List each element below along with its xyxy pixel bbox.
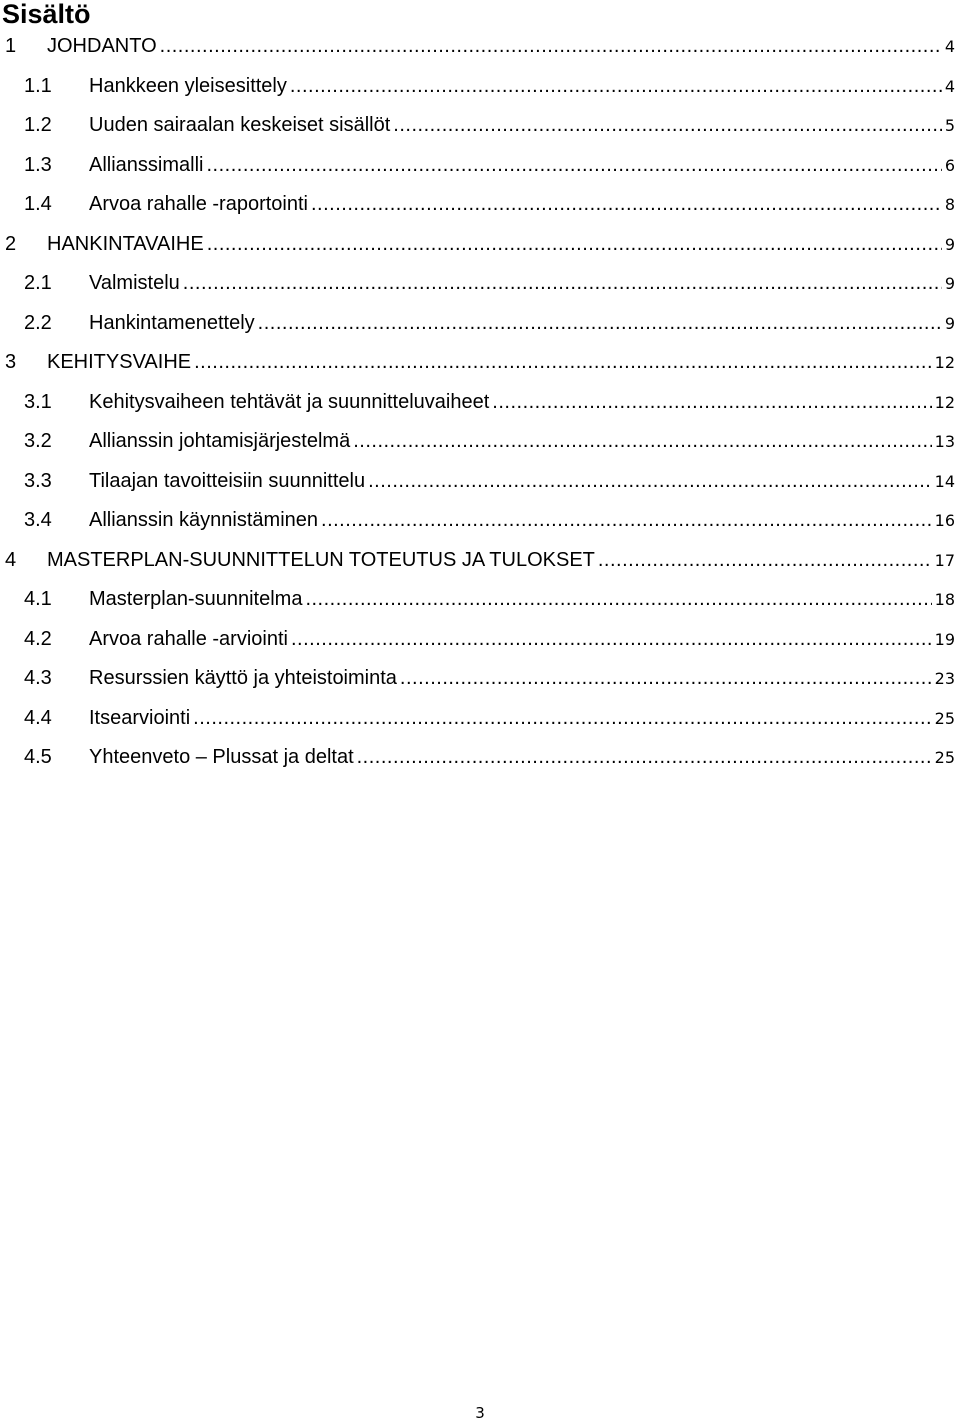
toc-dot-leader [258, 312, 942, 335]
toc-entry[interactable] [0, 501, 960, 541]
toc-entry-title: Allianssin käynnistäminen [89, 509, 319, 532]
toc-entry-body [89, 193, 955, 216]
toc-entry-number: 3 [5, 351, 17, 374]
toc-entry[interactable] [0, 106, 960, 146]
toc-entry-number: 3.4 [24, 509, 52, 532]
toc-entry[interactable] [0, 699, 960, 739]
toc-entry-body [89, 430, 955, 453]
toc-entry[interactable] [0, 146, 960, 186]
toc-entry[interactable] [0, 580, 960, 620]
toc-dot-leader [368, 470, 932, 493]
toc-dot-leader [206, 154, 941, 177]
toc-entry-page: 14 [934, 471, 955, 491]
toc-entry-page: 18 [934, 590, 955, 610]
toc-entry-title: Itsearviointi [89, 706, 191, 729]
toc-entry-title: Arvoa rahalle -arviointi [89, 627, 288, 650]
toc-entry-number: 4.4 [24, 706, 52, 729]
toc-entry-body [89, 509, 955, 532]
toc-entry[interactable] [0, 185, 960, 225]
toc-entry[interactable] [0, 422, 960, 462]
toc-entry-page: 9 [944, 234, 955, 254]
toc-entry-number: 1.3 [24, 153, 52, 176]
toc-entry[interactable] [0, 67, 960, 107]
toc-dot-leader [393, 114, 942, 137]
toc-dot-leader [311, 193, 942, 216]
toc-entry-body [89, 391, 955, 414]
toc-entry[interactable] [0, 383, 960, 423]
toc-entry[interactable] [0, 225, 960, 265]
toc-entry-number: 4.1 [24, 588, 52, 611]
toc-entry-body [89, 114, 955, 137]
toc-entry-title: Uuden sairaalan keskeiset sisällöt [89, 114, 391, 137]
toc-entry-title: Tilaajan tavoitteisiin suunnittelu [89, 469, 366, 492]
toc-entry-number: 4.5 [24, 746, 52, 769]
toc-entry-title: Resurssien käyttö ja yhteistoiminta [89, 667, 397, 690]
toc-entry-page: 17 [934, 550, 955, 570]
toc-entry-body [89, 628, 955, 651]
toc-entry-number: 1 [5, 35, 17, 58]
toc-entry-title: Allianssimalli [89, 153, 204, 176]
toc-dot-leader [194, 351, 932, 374]
toc-entry-body [89, 272, 955, 295]
toc-entry-number: 4.3 [24, 667, 52, 690]
toc-entry-page: 4 [944, 76, 955, 96]
toc-entry-title: Masterplan-suunnitelma [89, 588, 303, 611]
toc-entry-body [47, 233, 955, 256]
toc-entry-page: 12 [934, 392, 955, 412]
toc-entry-title: Hankintamenettely [89, 311, 255, 334]
toc-entry-page: 12 [934, 353, 955, 373]
toc-entry-body [89, 707, 955, 730]
toc-entry-title: Kehitysvaiheen tehtävät ja suunnitteluvaiheet [89, 390, 490, 413]
toc-entry[interactable] [0, 659, 960, 699]
toc-dot-leader [357, 746, 932, 769]
toc-dot-leader [183, 272, 942, 295]
toc-entry-title: MASTERPLAN-SUUNNITTELUN TOTEUTUS JA TULOKSET [47, 548, 595, 571]
toc-entry-number: 3.3 [24, 469, 52, 492]
toc-entry[interactable] [0, 343, 960, 383]
toc-entry-body [89, 470, 955, 493]
toc-entry-title: Hankkeen yleisesittely [89, 74, 287, 97]
toc-entry-title: Valmistelu [89, 272, 180, 295]
toc-dot-leader [290, 75, 942, 98]
toc-dot-leader [353, 430, 931, 453]
toc-entry[interactable] [0, 738, 960, 778]
toc-entry-title: Arvoa rahalle -raportointi [89, 193, 308, 216]
toc-entry-number: 2 [5, 232, 17, 255]
toc-entry-title: KEHITYSVAIHE [47, 351, 192, 374]
toc-entry-page: 5 [944, 116, 955, 136]
toc-entry-number: 2.2 [24, 311, 52, 334]
toc-dot-leader [193, 707, 931, 730]
toc-entry-body [47, 35, 955, 58]
toc-entry[interactable] [0, 264, 960, 304]
toc-entry[interactable] [0, 620, 960, 660]
toc-entry-number: 1.4 [24, 193, 52, 216]
toc-entry-page: 23 [934, 669, 955, 689]
toc-entry-number: 2.1 [24, 272, 52, 295]
toc-dot-leader [160, 35, 942, 58]
page-number: 3 [475, 1404, 485, 1422]
toc-entry-page: 25 [934, 748, 955, 768]
toc-entry-page: 25 [934, 708, 955, 728]
toc-entry-page: 16 [934, 511, 955, 531]
toc-entry-body [47, 549, 955, 572]
toc-entry-body [89, 667, 955, 690]
toc-entry-body [47, 351, 955, 374]
toc-entry-page: 6 [944, 155, 955, 175]
toc-entry-page: 13 [934, 432, 955, 452]
toc-dot-leader [305, 588, 931, 611]
toc-entry-number: 3.1 [24, 390, 52, 413]
toc-dot-leader [598, 549, 932, 572]
toc-entry-page: 9 [944, 274, 955, 294]
toc-dot-leader [291, 628, 932, 651]
toc-entry-page: 19 [934, 629, 955, 649]
toc-entry-page: 9 [944, 313, 955, 333]
page-title: Sisältö [2, 0, 91, 29]
toc-entry[interactable] [0, 541, 960, 581]
toc-dot-leader [492, 391, 931, 414]
toc-entry-title: Allianssin johtamisjärjestelmä [89, 430, 351, 453]
toc-entry-number: 4 [5, 548, 17, 571]
toc-entry-body [89, 154, 955, 177]
toc-entry[interactable] [0, 27, 960, 67]
toc-entry-number: 4.2 [24, 627, 52, 650]
toc-entry-number: 3.2 [24, 430, 52, 453]
toc-entry-body [89, 746, 955, 769]
toc-dot-leader [207, 233, 942, 256]
toc-entry-number: 1.1 [24, 74, 52, 97]
toc-entry-body [89, 312, 955, 335]
toc-entry-number: 1.2 [24, 114, 52, 137]
toc-entry[interactable] [0, 462, 960, 502]
toc-dot-leader [321, 509, 932, 532]
toc-entry-title: JOHDANTO [47, 35, 157, 58]
toc-entry-page: 4 [944, 37, 955, 57]
table-of-contents [0, 27, 960, 778]
toc-dot-leader [400, 667, 932, 690]
toc-entry-page: 8 [944, 195, 955, 215]
toc-entry-body [89, 75, 955, 98]
toc-entry-title: HANKINTAVAIHE [47, 232, 204, 255]
toc-entry[interactable] [0, 304, 960, 344]
toc-entry-body [89, 588, 955, 611]
toc-entry-title: Yhteenveto – Plussat ja deltat [89, 746, 354, 769]
